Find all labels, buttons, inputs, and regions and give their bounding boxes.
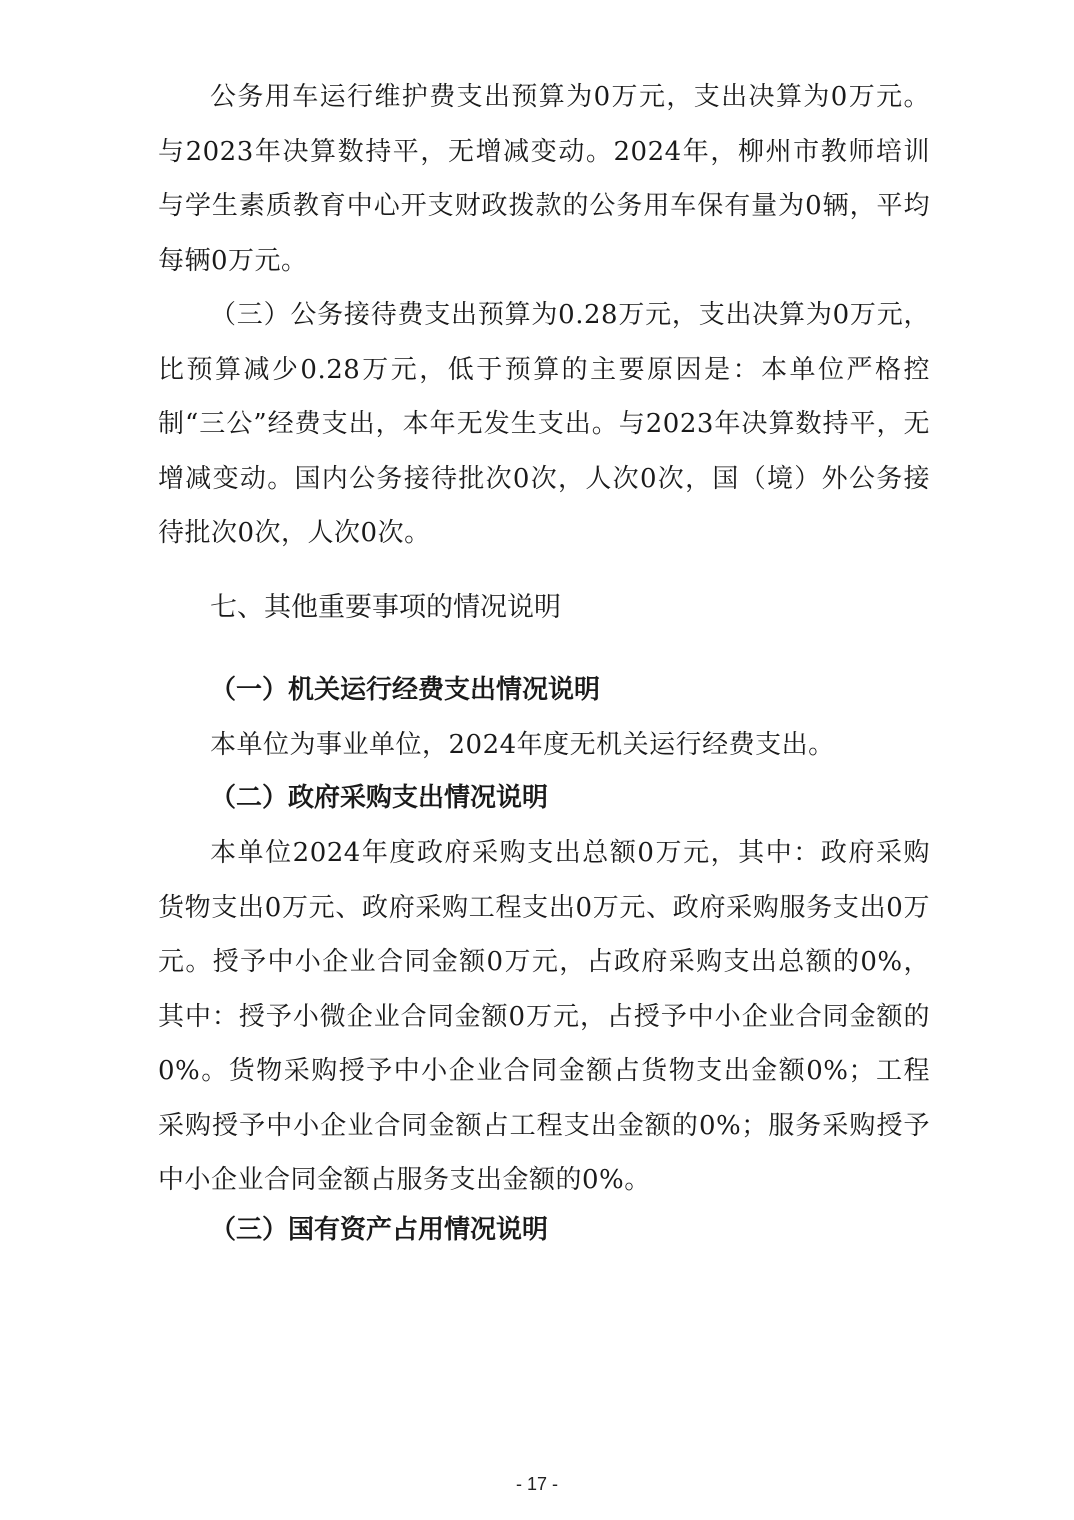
paragraph-vehicle-maintenance: 公务用车运行维护费支出预算为0万元，支出决算为0万元。与2023年决算数持平，无增减变动。2024年，柳州市教师培训与学生素质教育中心开支财政拨款的公务用车保有量为0辆，平均每辆0万元。 bbox=[158, 82, 930, 276]
section-heading-other-matters: 七、其他重要事项的情况说明 bbox=[210, 592, 561, 623]
page-number: - 17 - bbox=[515, 1474, 558, 1494]
paragraph-procurement: 本单位2024年度政府采购支出总额0万元，其中：政府采购货物支出0万元、政府采购工程支出0万元、政府采购服务支出0万元。授予中小企业合同金额0万元，占政府采购支出总额的0%，其中：授予小微企业合同金额0万元，占授予中小企业合同金额的0%。货物采购授予中小企业合同金额占货物支出金额0%；工程采购授予中小企业合同金额占工程支出金额的0%；服务采购授予中小企业合同金额占服务支出金额的0%。 bbox=[158, 838, 930, 1195]
subheading-procurement: （二）政府采购支出情况说明 bbox=[210, 783, 549, 813]
paragraph-reception-expenses: （三）公务接待费支出预算为0.28万元，支出决算为0万元，比预算减少0.28万元，低于预算的主要原因是：本单位严格控制“三公”经费支出，本年无发生支出。与2023年决算数持平，无增减变动。国内公务接待批次0次，人次0次，国（境）外公务接待批次0次，人次0次。 bbox=[158, 300, 930, 548]
subheading-operating-expenses: （一）机关运行经费支出情况说明 bbox=[210, 675, 601, 705]
paragraph-operating-expenses: 本单位为事业单位，2024年度无机关运行经费支出。 bbox=[210, 730, 835, 760]
subheading-state-assets: （三）国有资产占用情况说明 bbox=[210, 1215, 549, 1245]
